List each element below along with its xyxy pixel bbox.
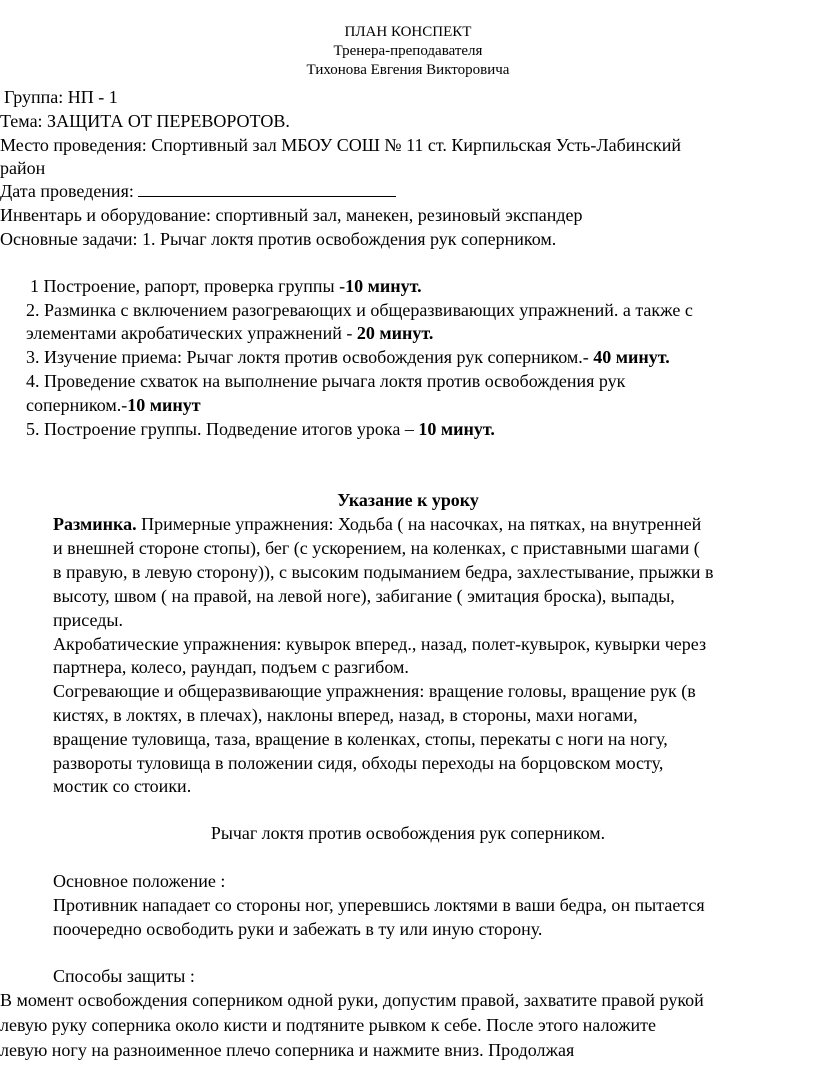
date-label: Дата проведения:	[0, 181, 134, 201]
plan-item-5: 5. Построение группы. Подведение итогов урока – 10 минут.	[26, 419, 495, 439]
heat-line-4: развороты туловища в положении сидя, обходы переходы на борцовском мосту,	[53, 753, 664, 773]
topic-line: Тема: ЗАЩИТА ОТ ПЕРЕВОРОТОВ.	[0, 111, 290, 131]
warmup-line-2: и внешней стороне стопы), бег (с ускорением, на коленках, с приставными шагами (	[53, 538, 700, 558]
warmup-line-1: Разминка. Примерные упражнения: Ходьба ( на насочках, на пятках, на внутренней	[53, 514, 702, 534]
warmup-line-4: высоту, швом ( на правой, на левой ноге), забигание ( эмитация броска), выпады,	[53, 586, 675, 606]
heat-line-1: Согревающие и общеразвивающие упражнения: вращение головы, вращение рук (в	[53, 681, 696, 701]
defense-line-3: левую ногу на разноименное плечо соперника и нажмите вниз. Продолжая	[0, 1040, 575, 1060]
plan-item-5-time: 10 минут.	[418, 419, 495, 439]
technique-title: Рычаг локтя против освобождения рук соперником.	[210, 823, 606, 843]
acro-line-2: партнера, колесо, раундап, подъем с разгибом.	[53, 657, 409, 677]
heat-line-2: кистях, в локтях, в плечах), наклоны вперед, назад, в стороны, махи ногами,	[53, 705, 638, 725]
plan-item-3-time: 40 минут.	[593, 347, 670, 367]
guide-heading: Указание к уроку	[337, 490, 479, 510]
tasks-line: Основные задачи: 1. Рычаг локтя против освобождения рук соперником.	[0, 229, 557, 249]
plan-item-1-time: 10 минут.	[345, 276, 422, 296]
doc-subtitle-role: Тренера-преподавателя	[333, 43, 483, 59]
heat-line-3: вращение туловища, таза, вращение в коленках, стопы, перекаты с ноги на ногу,	[53, 729, 668, 749]
defense-line-1: В момент освобождения соперником одной руки, допустим правой, захватите правой рукой	[0, 990, 704, 1010]
place-line: Место проведения: Спортивный зал МБОУ СОШ № 11 ст. Кирпильская Усть-Лабинский	[0, 135, 682, 155]
plan-item-3: 3. Изучение приема: Рычаг локтя против освобождения рук соперником.- 40 минут.	[26, 347, 670, 367]
plan-item-2-time: 20 минут.	[356, 323, 434, 343]
position-line-1: Противник нападает со стороны ног, уперевшись локтями в ваши бедра, он пытается	[53, 895, 705, 915]
place-line-cont: район	[0, 158, 46, 178]
warmup-line-3: в правую, в левую сторону)), с высоким подыманием бедра, захлестывание, прыжки в	[53, 562, 714, 582]
plan-item-2-cont: элементами акробатических упражнений - 20 минут.	[26, 323, 434, 343]
warmup-line-5: приседы.	[53, 610, 123, 630]
position-label: Основное положение :	[53, 871, 226, 891]
plan-item-2: 2. Разминка с включением разогревающих и общеразвивающих упражнений. а также с	[26, 300, 693, 320]
doc-title: ПЛАН КОНСПЕКТ	[344, 24, 472, 40]
defense-label: Способы защиты :	[53, 966, 195, 986]
heat-line-5: мостик со стоики.	[53, 776, 192, 796]
defense-line-2: левую руку соперника около кисти и подтяните рывком к себе. После этого наложите	[0, 1015, 657, 1035]
position-line-2: поочередно освободить руки и забежать в ту или иную сторону.	[53, 919, 543, 939]
date-line	[0, 180, 396, 202]
plan-item-4-time: 10 минут	[127, 395, 201, 415]
group-line: Группа: НП - 1	[4, 87, 118, 107]
plan-item-1: 1 Построение, рапорт, проверка группы -10 минут.	[30, 276, 422, 296]
doc-subtitle-name: Тихонова Евгения Викторовича	[306, 62, 510, 78]
warmup-label: Разминка.	[53, 514, 137, 534]
plan-item-4: 4. Проведение схваток на выполнение рычага локтя против освобождения рук	[26, 371, 626, 391]
date-blank	[138, 180, 396, 197]
acro-line-1: Акробатические упражнения: кувырок вперед., назад, полет-кувырок, кувырки через	[53, 634, 707, 654]
inventory-line: Инвентарь и оборудование: спортивный зал, манекен, резиновый экспандер	[0, 205, 583, 225]
plan-item-4-cont: соперником.-10 минут	[26, 395, 201, 415]
